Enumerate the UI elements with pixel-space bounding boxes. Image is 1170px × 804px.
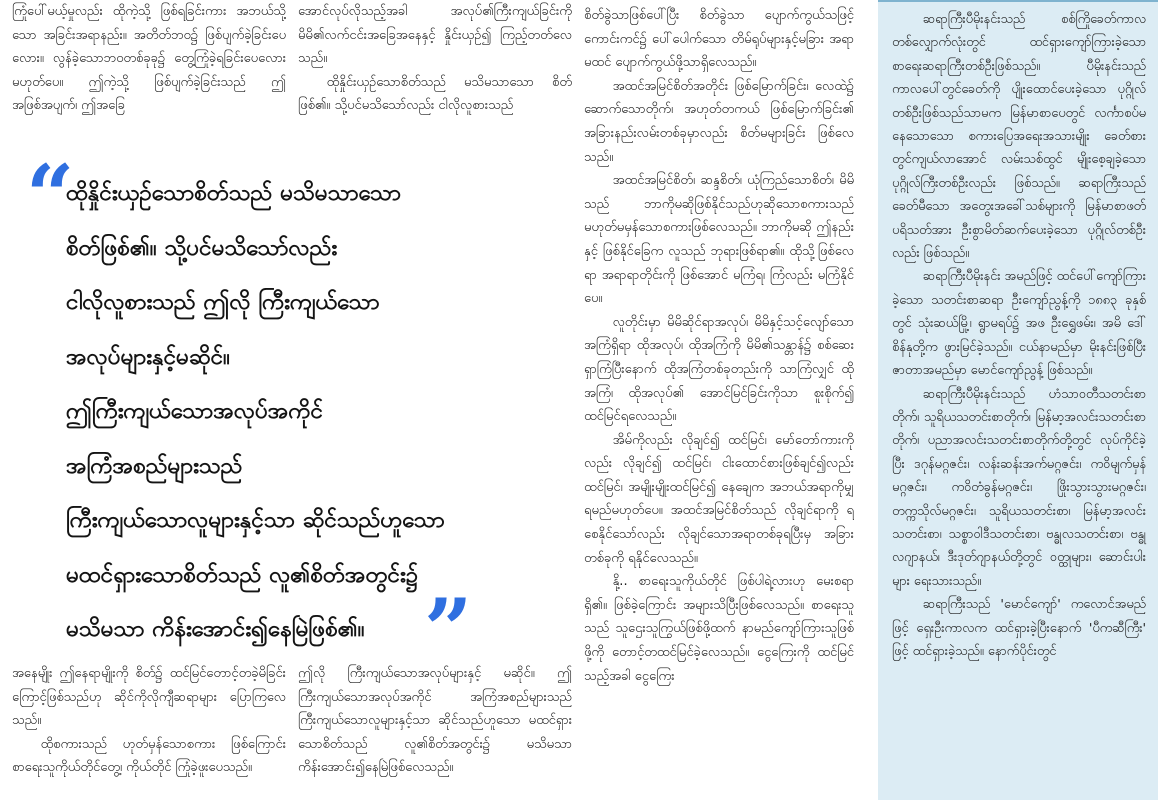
pull-quote-line: ထိုနှိုင်းယှဉ်သောစိတ်သည် မသိမသာသော [66, 180, 401, 206]
paragraph: အနေမျိုး ဤနေရာမျိုးကို စိတ်၌ ထင်မြင်တောင့်တခဲ့မိခြင်းကြောင့်ဖြစ်သည်ဟု ဆိုင်ကိုလိုကျီဆရာများ ပြောကြလေသည်။ [12, 666, 286, 729]
paragraph: စိတ်ခွဲသာဖြစ်ပေါ်ပြီး စိတ်ခွဲသာ ပျောက်ကွယ်သဖြင့် ကောင်းကင်၌ ပေါ်ပေါက်သော တိမ်ရုပ်များနှင့်မခြား အရာမထင် ပျောက်ကွယ်ဖို့သာရှိလေသည်။ [584, 8, 854, 71]
paragraph: အထင်အမြင်စိတ်အတိုင်း ဖြစ်မြောက်ခြင်း၊ လေထဲ၌ ဆောက်သောတိုက်၊ အဟုတ်တကယ် ဖြစ်မြောက်ခြင်း၏ အခြားနည်းလမ်းတစ်ခုမှာလည်း စိတ်မများခြင်း ဖြစ်လေသည်။ [584, 78, 854, 165]
column-1-bottom-text [12, 662, 286, 800]
pull-quote-line: စိတ်ဖြစ်၏။ သို့ပင်မသိသော်လည်း [66, 234, 338, 261]
pull-quote-text [66, 166, 566, 657]
pull-quote-line: အကြံအစည်များသည် [66, 452, 243, 479]
paragraph: ကြုံပေါ်မယ့်မှုလည်း ထိုကဲ့သို့ ဖြစ်ရခြင်းကား အဘယ်သို့သော အခြင်းအရာနည်း။ အတိတ်ဘဝ၌ ဖြစ်ပျက်ခဲ့ခြင်းပေလေား။ လွန်ခဲ့သောဘဝတစ်ခုခု၌ တွေ့ကြုံခဲ့ရခြင်းပေလေား မဟုတ်ပေ။ ဤကဲ့သို့ ဖြစ်ပျက်ခဲ့ခြင်းသည် ဤအဖြစ်အပျက်၊ ဤအခြေ [12, 4, 286, 114]
pull-quote-line: ငါလိုလူစားသည် ဤလို ကြီးကျယ်သော [66, 289, 380, 315]
pull-quote-line: မထင်ရှားသောစိတ်သည် လူ၏စိတ်အတွင်း၌ [66, 561, 419, 588]
pull-quote [12, 146, 572, 679]
sidebar-paragraph: ဆရာကြီးပီမိုးနင်း အမည်ဖြင့် ထင်ပေါ်ကျော်ကြားခဲ့သော သတင်းစာဆရာ ဦးကျော်ညွန့်ကို ၁၈၈၃ ခုနှစ်တွင် သုံးဆယ်မြို့၊ ရွာမရပ်၌ အဖ ဦးရွှေဖမ်း၊ အမိ ဒေါ်စိန်နုတို့က ဖွားမြင်ခဲ့သည်။ ငယ်နာမည်မှာ မိုးနင်းဖြစ်ပြီး ဇာတာအမည်မှာ မောင်ကျော်ညွန့် ဖြစ်သည်။ [892, 269, 1147, 379]
paragraph: ထိုနှိုင်းယှဉ်သောစိတ်သည် မသိမသာသော စိတ်ဖြစ်၏။ သို့ပင်မသိသော်လည်း ငါလိုလူစားသည် [298, 74, 572, 114]
column-1-top-text [12, 0, 286, 140]
column-2-bottom-text [298, 662, 572, 800]
open-quote-icon: “ [26, 146, 75, 245]
pull-quote-line: မသိမသာ ကိန်းအောင်း၍နေမြဲဖြစ်၏။ [66, 616, 365, 642]
paragraph: အထင်အမြင်စိတ်၊ ဆန္ဒစိတ်၊ ယုံကြည်သောစိတ်၊ မိမိသည် ဘာကိုမဆိုဖြစ်နိုင်သည်ဟုဆိုသောစကားသည် မဟုတ်မမှန်သောစကားဖြစ်လေသည်။ ဘာကိုမဆို ဤနည်းနှင့် ဖြစ်နိုင်ခြေက လူသည် ဘုရားဖြစ်ရာ၏။ ထိုသို့ဖြစ်လေရာ အရာရာတိုင်းကို ဖြစ်အောင် မကြံရ၊ ကြံလည်း မကြံနိုင်ပေ။ [584, 173, 854, 307]
sidebar-paragraph: ဆရာကြီးပီမိုးနင်းသည် ဟံသာဝတီသတင်းစာတိုက်၊ သူရိယသတင်းစာတိုက်၊ မြန်မာ့အလင်းသတင်းစာတိုက်၊ ပညာအလင်းသတင်းစာတိုက်တို့တွင် လုပ်ကိုင်ခဲ့ပြီး ဒဂုန်မဂ္ဂဇင်း၊ လန်းဆန်းအက်မဂ္ဂဇင်း၊ ကဝိမျက်မှန်မဂ္ဂဇင်း၊ ကဝိတံခွန်မဂ္ဂဇင်း၊ ဖြိုးသွားသွားမဂ္ဂဇင်း၊ တက္ကသိုလ်မဂ္ဂဇင်း၊ သူရိယသတင်းစာ၊ မြန်မာ့အလင်းသတင်းစာ၊ သစ္စာဝါဒီသတင်းစာ၊ ဗန္ဓုလသတင်းစာ၊ ဗန္ဓုလဂျာနယ်၊ ဒီးဒုတ်ဂျာနယ်တို့တွင် ဝတ္ထုများ၊ ဆောင်းပါးများ ရေးသားသည်။ [892, 386, 1146, 589]
paragraph: လူတိုင်းမှာ မိမိဆိုင်ရာအလုပ်၊ မိမိနှင့်သင့်လျော်သော အကြံရှိရာ ထိုအလုပ်၊ ထိုအကြံကို မိမိ၏သန္တာန်၌ စစ်ဆေးရှာကြံပြီးနောက် ထိုအကြံတစ်ခုတည်းကို သာကြံလျှင် ထိုအကြံ၊ ထိုအလုပ်၏ အောင်မြင်ခြင်းကိုသာ စူးစိုက်၍ ထင်မြင်ရလေသည်။ [584, 314, 854, 425]
close-quote-icon: ” [424, 580, 473, 679]
pull-quote-line: ကြီးကျယ်သောလူများနှင့်သာ ဆိုင်သည်ဟူသော [66, 507, 445, 533]
pull-quote-line: အလုပ်များနှင့်မဆိုင်။ [66, 343, 230, 370]
paragraph: အောင်လုပ်လိုသည့်အခါ အလုပ်၏ကြီးကျယ်ခြင်းကို မိမိ၏လက်ငင်းအခြေအနေနှင့် နှိုင်းယှဉ်၍ ကြည့်တတ်လေသည်။ [298, 4, 572, 67]
pull-quote-line: ဤကြီးကျယ်သောအလုပ်အကိုင် [66, 398, 323, 424]
sidebar-paragraph: ဆရာကြီးသည် 'မောင်ကျော်' ကလောင်အမည်ဖြင့် ရှေးဦးကာလက ထင်ရှားခဲ့ပြီးနောက် 'ပီကဆီကြီး' ဖြင့် ထင်ရှားခဲ့သည်။ နောက်ပိုင်းတွင် [892, 597, 1146, 659]
author-bio-sidebar [878, 0, 1158, 800]
sidebar-paragraph: ဆရာကြီးပီမိုးနင်းသည် စစ်ကြိုခေတ်ကာလ တစ်လျှောက်လုံးတွင် ထင်ရှားကျော်ကြားခဲ့သော စာရေးဆရာကြီးတစ်ဦးဖြစ်သည်။ ပီမိုးနင်းသည် ကာလပေါ်တွင်ခေတ်ကို ပျိုးထောင်ပေးခဲ့သော ပုဂ္ဂိုလ်တစ်ဦးဖြစ်သည်သာမက မြန်မာစာပေတွင် လင်္ကာစပ်မနေသောသော စကားပြေအရေးအသားမျိုး ခေတ်စားတွင်ကျယ်လာအောင် လမ်းသစ်ထွင် မျိုးစေ့ချခဲ့သော ပုဂ္ဂိုလ်ကြီးတစ်ဦးလည်း ဖြစ်သည်။ ဆရာကြီးသည်ခေတ်မီသော အတွေးအခေါ်သစ်များကို မြန်မာစာဖတ်ပရိသတ်အား ဦးစွာမိတ်ဆက်ပေးခဲ့သော ပုဂ္ဂိုလ်တစ်ဦးလည်း ဖြစ်သည်။ [892, 12, 1146, 262]
paragraph: ထိုစကားသည် ဟုတ်မှန်သောစကား ဖြစ်ကြောင်း စာရေးသူကိုယ်တိုင်တွေ့၊ ကိုယ်တိုင် ကြုံခဲ့ဖူးပေသည်။ [12, 736, 286, 776]
column-2-top-text [298, 0, 572, 140]
column-3-text [584, 0, 854, 804]
paragraph: အိမ်ကိုလည်း လိုချင်၍ ထင်မြင်၊ မော်တော်ကားကိုလည်း လိုချင်၍ ထင်မြင်၊ ငါးထောင်စားဖြစ်ချင်၍လည်း ထင်မြင်၊ အမျိုးမျိုးထင်မြင်၍ နေချေက အဘယ်အရာကိုမျှ ရမည်မဟုတ်ပေ။ အထင်အမြင်စိတ်သည် လိုချင်ရာကို ရစေနိုင်သော်လည်း လိုချင်သောအရာတစ်ခုရပြီးမှ အခြားတစ်ခုကို ရနိုင်လေသည်။ [584, 432, 854, 566]
paragraph: ဤလို ကြီးကျယ်သောအလုပ်များနှင့် မဆိုင်။ ဤကြီးကျယ်သောအလုပ်အကိုင် အကြံအစည်များသည် ကြီးကျယ်သောလူများနှင့်သာ ဆိုင်သည်ဟူသော မထင်ရှားသောစိတ်သည် လူ၏စိတ်အတွင်း၌ မသိမသာ ကိန်းအောင်း၍နေမြဲဖြစ်လေသည်။ [298, 666, 572, 776]
sidebar-top-rule [878, 0, 1158, 2]
paragraph: နို့.. စာရေးသူကိုယ်တိုင် ဖြစ်ပါရဲ့လားဟု မေးစရာရှိ၏။ ဖြစ်ခဲ့ကြောင်း အများသိပြီးဖြစ်လေသည်။ စာရေးသူသည် သူဌေးသူကြွယ်ဖြစ်ဖို့ထက် နာမည်ကျော်ကြားသူဖြစ်ဖို့ကို တောင့်တထင်မြင်ခဲ့လေသည်။ ငွေကြေးကို ထင်မြင်သည့်အခါ ငွေကြေး [584, 574, 854, 684]
